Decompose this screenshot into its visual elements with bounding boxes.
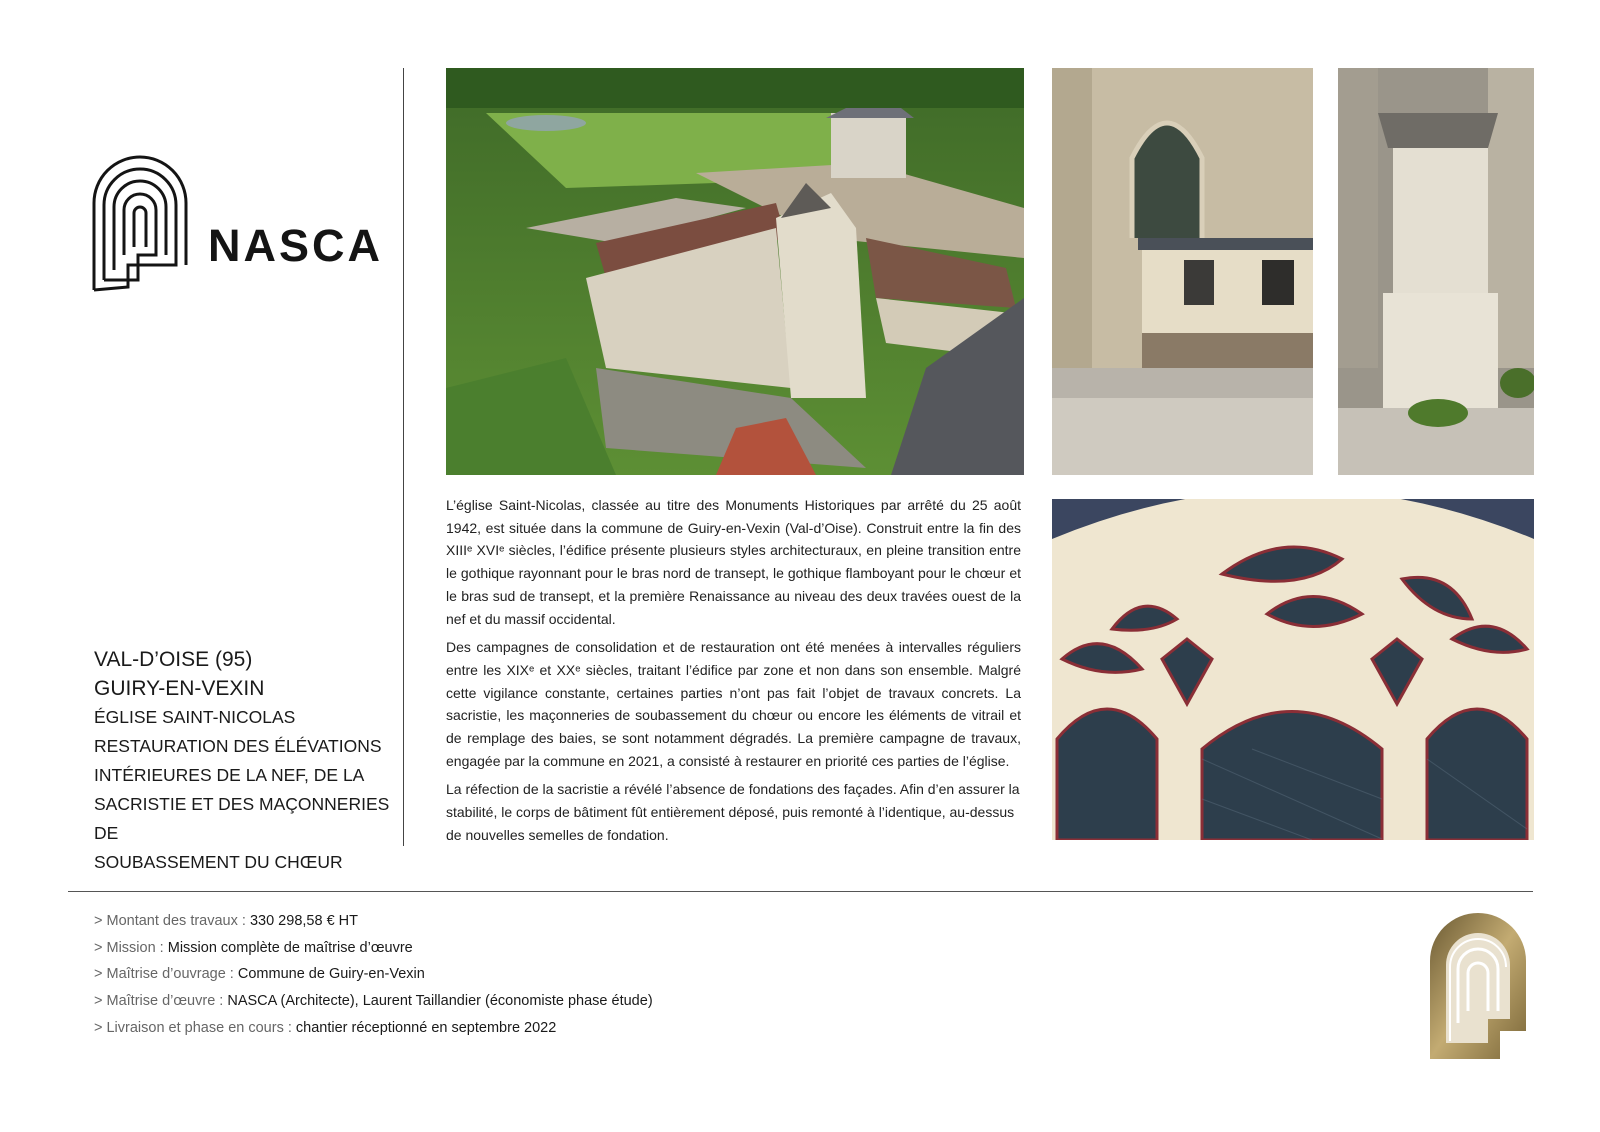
footer-divider — [68, 891, 1533, 892]
gold-arch-emblem — [1428, 911, 1528, 1061]
project-works-line: SOUBASSEMENT DU CHŒUR — [94, 852, 343, 872]
project-works-line: SACRISTIE ET DES MAÇONNERIES DE — [94, 794, 390, 843]
fact-value: Mission complète de maîtrise d’œuvre — [163, 939, 413, 956]
nasca-logo — [92, 155, 382, 295]
description-paragraph-3: La réfection de la sacristie a révélé l’absence de fondations des façades. Afin d’en assurer la stabilité, le corps de bâtiment fût entièrement déposé, puis remonté à l’identique, au-dessus de nouvelles semelles de fondation. — [446, 781, 1020, 843]
fact-label: > Livraison et phase en cours : — [94, 1019, 292, 1036]
fact-label: > Maîtrise d’ouvrage : — [94, 966, 234, 983]
fact-row — [94, 908, 653, 935]
project-titles — [94, 645, 399, 877]
pillar-photo — [1338, 68, 1534, 475]
project-works-line: RESTAURATION DES ÉLÉVATIONS — [94, 736, 382, 756]
fact-label: > Maîtrise d’œuvre : — [94, 993, 224, 1010]
sacristy-photo — [1052, 68, 1313, 475]
fact-row — [94, 961, 653, 988]
brand-name: NASCA — [208, 220, 384, 271]
fact-value: Commune de Guiry-en-Vexin — [233, 966, 425, 983]
arch-logo-icon — [92, 155, 192, 295]
vertical-divider — [403, 68, 404, 846]
fact-row — [94, 988, 653, 1015]
project-facts — [94, 908, 653, 1042]
arch-emblem-icon — [1428, 911, 1528, 1061]
tracery-window-photo — [1052, 499, 1534, 840]
project-department: VAL-D’OISE (95) — [94, 648, 253, 671]
fact-value: 330 298,58 € HT — [245, 913, 358, 929]
project-building: ÉGLISE SAINT-NICOLAS — [94, 707, 296, 727]
aerial-church-photo — [446, 68, 1024, 475]
project-works-line: INTÉRIEURES DE LA NEF, DE LA — [94, 765, 365, 785]
project-town: GUIRY-EN-VEXIN — [94, 677, 265, 700]
fact-label: > Montant des travaux : — [94, 913, 246, 929]
fact-row — [94, 935, 653, 962]
description-paragraph-2: Des campagnes de consolidation et de restauration ont été menées à intervalles réguliers entre les XIXᵉ et XXᵉ siècles, traitant l’édifice par zone et non dans son ensemble. Malgré cette vigilance constante, certaines parties n’ont pas fait l’objet de travaux concrets. La sacristie, les maçonneries de soubassement du chœur ou encore les éléments de vitrail et de remplage des baies, se sont notamment dégradés. La première campagne de travaux, engagée par la commune en 2021, a consisté à restaurer en priorité ces parties de l’église. — [446, 639, 1021, 769]
fact-row — [94, 1015, 653, 1042]
fact-value: chantier réceptionné en septembre 2022 — [291, 1019, 557, 1036]
fact-label: > Mission : — [94, 939, 164, 956]
description-paragraph-1: L’église Saint-Nicolas, classée au titre des Monuments Historiques par arrêté du 25 août 1942, est située dans la commune de Guiry-en-Vexin (Val-d’Oise). Construit entre la fin des XIIIᵉ XVIᵉ siècles, l’édifice présente plusieurs styles architecturaux, en pleine transition entre le gothique rayonnant pour le bras nord de transept, le gothique flamboyant pour le chœur et le bras sud de transept, et la première Renaissance au niveau des deux travées ouest de la nef et du massif occidental. — [446, 497, 1021, 627]
fact-value: NASCA (Architecte), Laurent Taillandier (économiste phase étude) — [223, 993, 653, 1010]
project-description — [446, 494, 1021, 853]
